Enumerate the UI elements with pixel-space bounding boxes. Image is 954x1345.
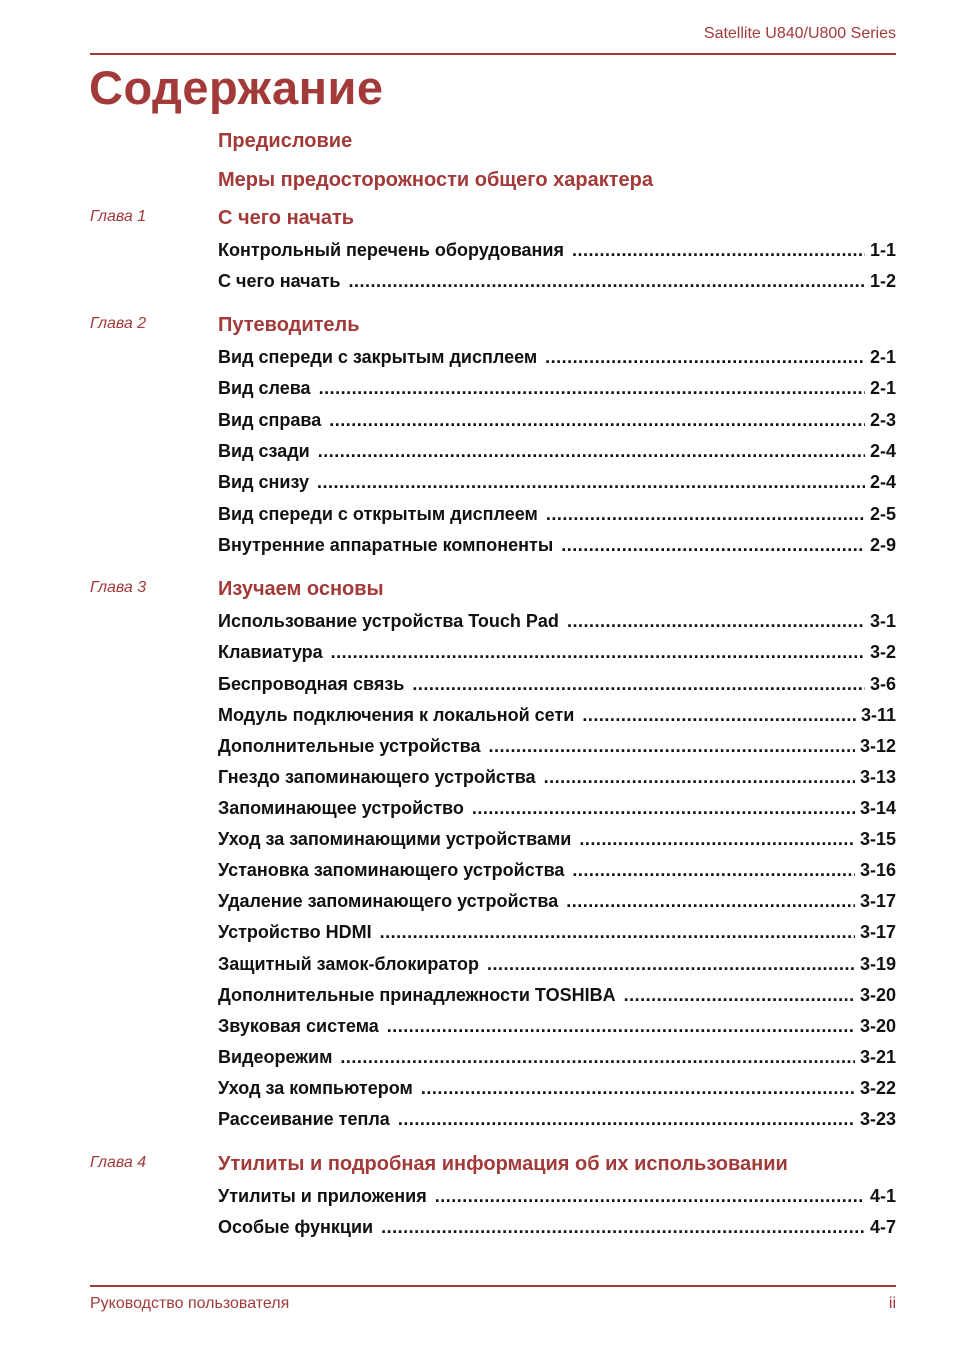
dot-leader [579,829,855,850]
toc-entry[interactable] [218,1016,896,1038]
toc-entry-page: 2-4 [869,441,896,461]
toc-entry[interactable] [218,1186,896,1208]
toc-entry[interactable] [218,271,896,293]
toc-entry-page: 3-20 [859,985,896,1005]
dot-leader [331,642,865,663]
toc-entry-page: 3-23 [859,1109,896,1129]
toc-entry[interactable] [218,1109,896,1131]
dot-leader [421,1078,855,1099]
header-series: Satellite U840/U800 Series [703,25,896,42]
toc-entry-page: 3-2 [869,642,896,662]
toc-entry[interactable] [218,1047,896,1069]
toc-entry-text: Использование устройства Touch Pad [218,611,559,631]
toc-entry[interactable] [218,611,896,633]
dot-leader [561,535,865,556]
toc-entry-text: Вид спереди с открытым дисплеем [218,504,538,524]
toc-entry[interactable] [218,954,896,976]
toc-entry-text: Рассеивание тепла [218,1109,390,1129]
toc-entry-text: Запоминающее устройство [218,798,464,818]
toc-entry[interactable] [218,410,896,432]
dot-leader [545,347,865,368]
toc-entry-text: Дополнительные устройства [218,736,481,756]
toc-entry-page: 4-7 [869,1217,896,1237]
toc-entry-page: 4-1 [869,1186,896,1206]
toc-entry-page: 3-1 [869,611,896,631]
toc-entry-text: Внутренние аппаратные компоненты [218,535,554,555]
toc-entry-page: 3-11 [860,705,896,725]
toc-entry-text: Особые функции [218,1217,374,1237]
dot-leader [412,674,865,695]
dot-leader [387,1016,855,1037]
toc-entry[interactable] [218,705,896,727]
chapter-label: Глава 2 [90,315,147,332]
toc-foreword[interactable]: Предисловие [218,130,353,152]
toc-entry-page: 3-16 [859,860,896,880]
toc-entry-page: 1-2 [869,271,896,291]
toc-entry-text: Видеорежим [218,1047,333,1067]
dot-leader [398,1109,855,1130]
toc-entry-text: Устройство HDMI [218,922,372,942]
toc-entry[interactable] [218,891,896,913]
dot-leader [572,240,865,261]
dot-leader [317,472,865,493]
toc-entry-page: 3-12 [859,736,896,756]
toc-entry-text: Беспроводная связь [218,674,405,694]
toc-entry-page: 3-17 [859,891,896,911]
toc-entry-text: Установка запоминающего устройства [218,860,565,880]
toc-entry-page: 3-19 [859,954,896,974]
toc-entry-page: 2-9 [869,535,896,555]
dot-leader [329,410,865,431]
toc-entry[interactable] [218,798,896,820]
toc-entry-page: 3-20 [859,1016,896,1036]
toc-entry-text: Вид сзади [218,441,310,461]
toc-safety-precautions[interactable]: Меры предосторожности общего характера [218,169,653,191]
toc-entry-text: Дополнительные принадлежности TOSHIBA [218,985,616,1005]
chapter-label: Глава 3 [90,579,147,596]
toc-entry-page: 2-1 [869,347,896,367]
toc-entry-page: 3-17 [859,922,896,942]
footer-rule [90,1285,896,1287]
toc-entry[interactable] [218,922,896,944]
dot-leader [489,736,855,757]
toc-entry-page: 2-1 [869,378,896,398]
dot-leader [318,441,865,462]
toc-entry-text: Клавиатура [218,642,323,662]
toc-entry[interactable] [218,441,896,463]
toc-entry-text: Уход за запоминающими устройствами [218,829,572,849]
dot-leader [435,1186,865,1207]
toc-entry-text: Уход за компьютером [218,1078,413,1098]
chapter-title[interactable]: Изучаем основы [218,578,384,600]
dot-leader [572,860,855,881]
toc-entry-text: Вид спереди с закрытым дисплеем [218,347,538,367]
footer-page-number: ii [888,1295,896,1312]
toc-entry-page: 3-22 [859,1078,896,1098]
toc-entry-text: Утилиты и приложения [218,1186,427,1206]
toc-entry[interactable] [218,535,896,557]
toc-entry-page: 2-4 [869,472,896,492]
dot-leader [582,705,856,726]
toc-entry-text: Модуль подключения к локальной сети [218,705,575,725]
toc-entry-text: Защитный замок-блокиратор [218,954,479,974]
dot-leader [349,271,865,292]
toc-entry-text: Вид справа [218,410,322,430]
dot-leader [340,1047,855,1068]
chapter-title[interactable]: С чего начать [218,207,355,229]
dot-leader [624,985,855,1006]
toc-entry-page: 3-14 [859,798,896,818]
dot-leader [544,767,855,788]
toc-entry[interactable] [218,736,896,758]
toc-entry-text: Звуковая система [218,1016,379,1036]
dot-leader [380,922,855,943]
chapter-title[interactable]: Путеводитель [218,314,360,336]
toc-entry-text: Вид слева [218,378,311,398]
dot-leader [381,1217,865,1238]
chapter-title[interactable]: Утилиты и подробная информация об их использовании [218,1153,788,1175]
toc-entry[interactable] [218,829,896,851]
toc-entry-page: 1-1 [869,240,896,260]
toc-entry[interactable] [218,347,896,369]
dot-leader [319,378,865,399]
toc-entry-text: Удаление запоминающего устройства [218,891,559,911]
dot-leader [546,504,865,525]
header-rule [90,53,896,55]
dot-leader [487,954,855,975]
toc-entry-page: 3-15 [859,829,896,849]
toc-entry-text: Гнездо запоминающего устройства [218,767,536,787]
footer-manual-title: Руководство пользователя [90,1295,290,1312]
toc-entry-page: 2-3 [869,410,896,430]
toc-entry[interactable] [218,1217,896,1239]
page-title: Содержание [89,61,384,114]
toc-entry-text: С чего начать [218,271,341,291]
toc-entry[interactable] [218,860,896,882]
dot-leader [567,611,865,632]
toc-entry[interactable] [218,985,896,1007]
toc-entry-text: Контрольный перечень оборудования [218,240,564,260]
dot-leader [472,798,855,819]
chapter-label: Глава 4 [90,1154,147,1171]
toc-entry-page: 2-5 [869,504,896,524]
toc-entry-page: 3-21 [859,1047,896,1067]
toc-entry[interactable] [218,378,896,400]
toc-entry[interactable] [218,674,896,696]
dot-leader [566,891,855,912]
toc-entry-text: Вид снизу [218,472,309,492]
chapter-label: Глава 1 [90,208,147,225]
toc-entry-page: 3-6 [869,674,896,694]
toc-entry[interactable] [218,642,896,664]
toc-entry[interactable] [218,767,896,789]
toc-entry[interactable] [218,240,896,262]
toc-entry[interactable] [218,472,896,494]
toc-entry[interactable] [218,1078,896,1100]
toc-entry-page: 3-13 [859,767,896,787]
toc-entry[interactable] [218,504,896,526]
